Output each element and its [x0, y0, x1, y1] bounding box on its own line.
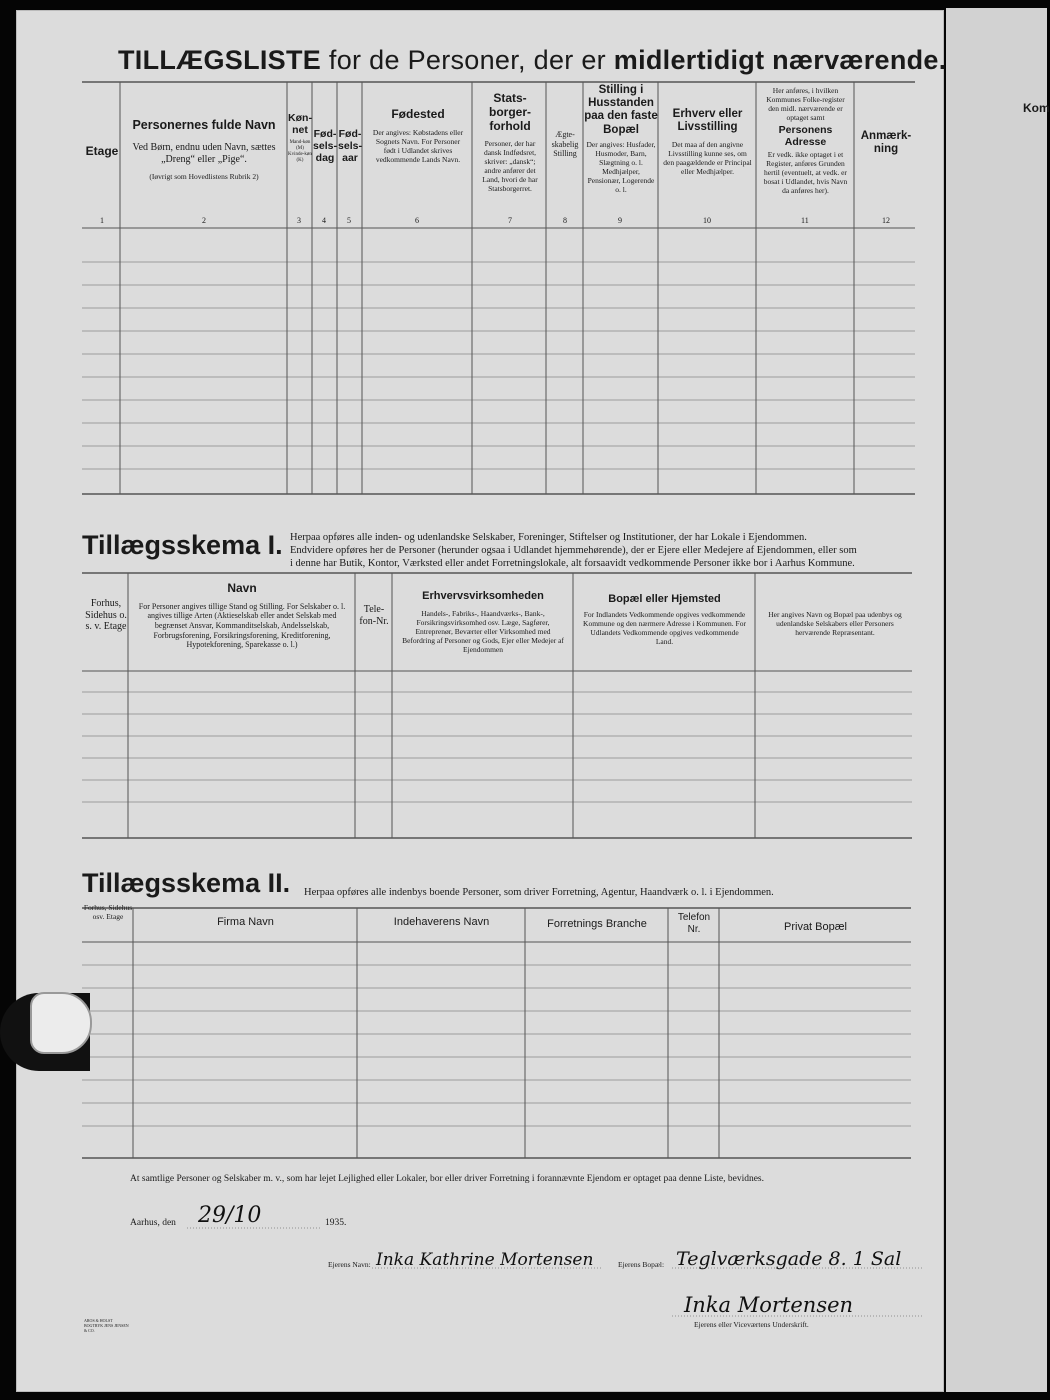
col6-header — [364, 108, 472, 164]
skema2-col1-header: Forhus, Sidehus osv. Etage — [83, 903, 133, 921]
main-title-bold: TILLÆGSLISTE — [118, 45, 322, 75]
col3-title: Køn-net — [288, 112, 312, 137]
skema1-col5-header — [575, 593, 754, 646]
owner-name-label: Ejerens Navn: — [328, 1260, 371, 1269]
year-label: 1935. — [325, 1218, 347, 1228]
col11-desc-top: Her anføres, i hvilken Kommunes Folke-register den midl. nærværende er optaget samt — [766, 86, 845, 122]
skema1-title: Tillægsskema I. — [82, 530, 283, 560]
main-title-rest: for de Personer, der er — [328, 45, 606, 75]
skema2-title: Tillægsskema II. — [82, 868, 291, 898]
col3-desc: Mand-køn (M) Kvinde-køn (K) — [288, 140, 312, 164]
skema1-col1-header: Forhus, Sidehus o. s. v. Etage — [85, 598, 127, 632]
adjacent-page-text: Kom — [1023, 101, 1050, 115]
date-handwritten: 29/10 — [198, 1203, 262, 1228]
col7-title: Stats-borger-forhold — [489, 91, 531, 133]
col2-header — [122, 118, 286, 181]
skema1-col4-header — [394, 590, 572, 654]
col10-title: Erhverv eller Livsstilling — [672, 108, 743, 134]
skema1-description — [290, 531, 915, 570]
col11-title: Personens Adresse — [778, 124, 833, 149]
skema1-col5-desc: For Indlandets Vedkommende opgives vedkommende Kommune og den nærmere Adresse i Kommunen. For Udlandets Vedkommende opgives vedkommende Land. — [583, 609, 746, 646]
col-num-12: 12 — [882, 216, 890, 225]
main-title-bold2: midlertidigt nærværende. — [613, 45, 947, 75]
col-num-10: 10 — [703, 216, 711, 225]
col2-note: (Iøvrigt som Hovedlistens Rubrik 2) — [149, 172, 259, 182]
col9-title: Stilling i Husstanden paa den faste Bopæl — [584, 84, 658, 136]
col-num-6: 6 — [415, 216, 419, 225]
col11-desc: Er vedk. ikke optaget i et Register, anføres Grunden hertil (eventuelt, at vedk. er bosat i Udlandet, hvis Navn da anføres her). — [763, 150, 848, 196]
col-num-1: 1 — [100, 216, 104, 225]
col-num-3: 3 — [297, 216, 301, 225]
col-num-4: 4 — [322, 216, 326, 225]
col8-header: Ægte-skabelig Stilling — [551, 130, 579, 159]
skema2-col5-header: Telefon Nr. — [677, 912, 711, 935]
col6-desc: Der angives: Købstadens eller Sognets Navn. For Personer født i Udlandet skrives vedkommende Lands Navn. — [372, 127, 464, 164]
col7-desc: Personer, der har dansk Indfødsret, skriver: „dansk“; andre anfører det Land, hvori de har Statsborgerret. — [482, 139, 538, 194]
col12-header: Anmærk-ning — [860, 130, 912, 156]
skema1-col6-header: Her angives Navn og Bopæl paa udenbys og udenlandske Selskabers eller Personers herværende Repræsentant. — [768, 610, 902, 637]
skema2-col2-header: Firma Navn — [217, 916, 274, 928]
signature-handwritten: Inka Mortensen — [684, 1293, 854, 1317]
col3-header — [288, 112, 312, 164]
col1-header: Etage — [85, 144, 119, 158]
skema1-col2-title: Navn — [227, 581, 257, 595]
skema2-col3-header: Indehaverens Navn — [393, 916, 490, 928]
printer-mark: AROS & HOLST BOGTRYK JENS JENSEN & CO. — [84, 1318, 129, 1334]
skema1-desc-line: Endvidere opføres her de Personer (herunder ogsaa i Udlandet hjemmehørende), der er Ejere eller Medejere af Ejendommen, eller som — [290, 545, 857, 557]
binder-clip — [30, 992, 92, 1054]
skema1-desc-line: i denne har Butik, Kontor, Værksted eller andet Forretningslokale, alt forsaavidt vedkommende Personer ikke bor i Aarhus Kommune. — [290, 558, 855, 570]
col11-header — [757, 86, 854, 195]
col7-header — [474, 92, 546, 193]
col10-header — [659, 108, 756, 176]
skema1-desc-line: Herpaa opføres alle inden- og udenlandske Selskaber, Foreninger, Stiftelser og Institutioner, der har Lokale i Ejendommen. — [290, 532, 807, 543]
col-num-5: 5 — [347, 216, 351, 225]
col-num-9: 9 — [618, 216, 622, 225]
col10-desc: Det maa af den angivne Livsstilling kunne ses, om den paagældende er Principal eller Medhjælper. — [663, 140, 752, 177]
skema1-col4-title: Erhvervsvirksomheden — [422, 590, 544, 602]
col2-title: Personernes fulde Navn — [132, 118, 276, 132]
col-num-11: 11 — [801, 216, 809, 225]
col9-desc: Der angives: Husfader, Husmoder, Barn, Slægtning o. l. Medhjælper, Pensionær, Logerende o. l. — [586, 139, 656, 194]
skema1-col2-header — [130, 582, 354, 650]
skema2-description: Herpaa opføres alle indenbys boende Personer, som driver Forretning, Agentur, Haandværk o. l. i Ejendommen. — [304, 887, 774, 898]
col5-header: Fød-sels-aar — [338, 128, 362, 165]
signature-label: Ejerens eller Viceværtens Underskrift. — [694, 1320, 809, 1329]
col-num-8: 8 — [563, 216, 567, 225]
certification-text: At samtlige Personer og Selskaber m. v., som har lejet Lejlighed eller Lokaler, bor eller driver Forretning i forannævnte Ejendom er optaget paa denne Liste, bevidnes. — [130, 1174, 764, 1184]
col-num-2: 2 — [202, 216, 206, 225]
col6-title: Fødested — [391, 107, 445, 121]
skema2-col4-header: Forretnings Branche — [547, 918, 647, 930]
col9-header — [584, 84, 658, 194]
owner-address-handwritten: Teglværksgade 8. 1 Sal — [676, 1248, 902, 1270]
skema2-col6-header: Privat Bopæl — [784, 921, 847, 933]
skema1-col4-desc: Handels-, Fabriks-, Haandværks-, Bank-, Forsikringsvirksomhed osv. Læge, Sagfører, Entreprenør, Beværter eller Virksomhed med Befordring af Personer og Gods, Ejer eller Medejer af Ejendommen — [402, 608, 564, 654]
skema1-col5-title: Bopæl eller Hjemsted — [608, 593, 721, 605]
place-label: Aarhus, den — [130, 1218, 176, 1228]
main-title — [118, 45, 947, 76]
col2-desc: Ved Børn, endnu uden Navn, sættes „Dreng“ eller „Pige“. — [132, 142, 276, 166]
owner-name-handwritten: Inka Kathrine Mortensen — [376, 1250, 594, 1270]
skema1-col2-desc: For Personer angives tillige Stand og Stilling. For Selskaber o. l. angives tillige Arten (Aktieselskab eller andet Selskab med begrænset Ansvar, Kommanditselskab, Andelsselskab, Forbrugsforening, Forsikringsforening, Kreditforening, Hypotekforening, Sparekasse o. l.) — [138, 601, 346, 650]
owner-address-label: Ejerens Bopæl: — [618, 1260, 665, 1269]
skema1-col3-header: Tele-fon-Nr. — [359, 604, 389, 627]
col-num-7: 7 — [508, 216, 512, 225]
col4-header: Fød-sels-dag — [313, 128, 337, 165]
